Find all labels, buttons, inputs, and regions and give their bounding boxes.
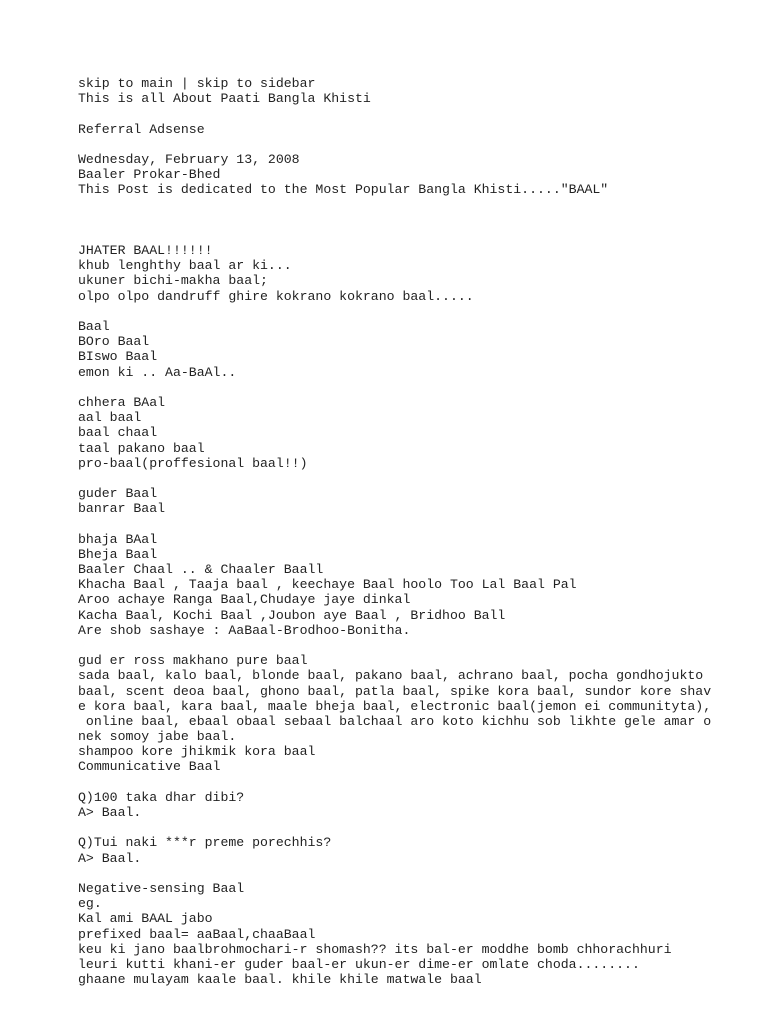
post-line: nek somoy jabe baal.: [78, 729, 237, 745]
post-line: Aroo achaye Ranga Baal,Chudaye jaye dinkal: [78, 592, 411, 608]
skip-links: [78, 76, 728, 91]
post-block: [78, 653, 728, 775]
post-line: olpo olpo dandruff ghire kokrano kokrano baal.....: [78, 288, 474, 304]
post-line: keu ki jano baalbrohmochari-r shomash?? its bal-er moddhe bomb chhorachhuri: [78, 941, 672, 957]
post-line: Baaler Chaal .. & Chaaler Baall: [78, 562, 324, 578]
post-line: shampoo kore jhikmik kora baal: [78, 744, 316, 760]
post-line: Communicative Baal: [78, 759, 221, 775]
post-line: emon ki .. Aa-BaAl..: [78, 364, 237, 380]
post-block: [78, 790, 728, 820]
post-line: ukuner bichi-makha baal;: [78, 273, 268, 289]
post-block: [78, 395, 728, 471]
post-block: [78, 532, 728, 638]
post-date: Wednesday, February 13, 2008: [78, 151, 300, 167]
post-line: Negative-sensing Baal: [78, 880, 245, 896]
post-line: Khacha Baal , Taaja baal , keechaye Baal hoolo Too Lal Baal Pal: [78, 577, 577, 593]
skip-to-main-link[interactable]: skip to main: [78, 76, 173, 91]
post-line: pro-baal(proffesional baal!!): [78, 455, 308, 471]
post-line: guder Baal: [78, 486, 158, 502]
post-block: [78, 835, 728, 865]
post-line: eg.: [78, 896, 102, 912]
post-line: A> Baal.: [78, 850, 142, 866]
post-line: baal, scent deoa baal, ghono baal, patla baal, spike kora baal, sundor kore shav: [78, 683, 712, 699]
post-line: chhera BAal: [78, 394, 166, 410]
post-intro: This Post is dedicated to the Most Popular Bangla Khisti....."BAAL": [78, 182, 609, 198]
post-line: A> Baal.: [78, 805, 142, 821]
post-line: Are shob sashaye : AaBaal-Brodhoo-Bonitha.: [78, 622, 411, 638]
post-line: e kora baal, kara baal, maale bheja baal, electronic baal(jemon ei communityta),: [78, 698, 712, 714]
post-line: Kacha Baal, Kochi Baal ,Joubon aye Baal , Bridhoo Ball: [78, 607, 506, 623]
sidebar-heading: Referral Adsense: [78, 121, 205, 137]
post-line: Q)100 taka dhar dibi?: [78, 789, 245, 805]
post-line: khub lenghthy baal ar ki...: [78, 258, 292, 274]
post-line: sada baal, kalo baal, blonde baal, pakano baal, achrano baal, pocha gondhojukto: [78, 668, 704, 684]
post-line: ghaane mulayam kaale baal. khile khile matwale baal: [78, 972, 482, 988]
post-line: online baal, ebaal obaal sebaal balchaal aro koto kichhu sob likhte gele amar o: [78, 713, 712, 729]
post-line: prefixed baal= aaBaal,chaaBaal: [78, 926, 316, 942]
post-line: JHATER BAAL!!!!!!: [78, 243, 213, 259]
post-block: [78, 486, 728, 516]
post-line: bhaja BAal: [78, 531, 158, 547]
post-block: [78, 319, 728, 380]
post-title[interactable]: Baaler Prokar-Bhed: [78, 167, 221, 183]
post-line: Baal: [78, 319, 110, 335]
post-block: [78, 881, 728, 987]
post-line: gud er ross makhano pure baal: [78, 653, 308, 669]
post-line: taal pakano baal: [78, 440, 205, 456]
post-line: Q)Tui naki ***r preme porechhis?: [78, 835, 332, 851]
post-body: [78, 243, 728, 987]
post-line: BIswo Baal: [78, 349, 158, 365]
blog-title[interactable]: This is all About Paati Bangla Khisti: [78, 91, 371, 107]
skip-links-separator: |: [172, 76, 197, 91]
post-line: banrar Baal: [78, 501, 166, 517]
skip-to-sidebar-link[interactable]: skip to sidebar: [196, 76, 316, 91]
post-line: Bheja Baal: [78, 546, 158, 562]
post-line: BOro Baal: [78, 334, 150, 350]
post-line: aal baal: [78, 410, 142, 426]
post-line: Kal ami BAAL jabo: [78, 911, 213, 927]
post-block: [78, 243, 728, 304]
post-line: leuri kutti khani-er guder baal-er ukun-er dime-er omlate choda........: [78, 956, 640, 972]
post-line: baal chaal: [78, 425, 158, 441]
